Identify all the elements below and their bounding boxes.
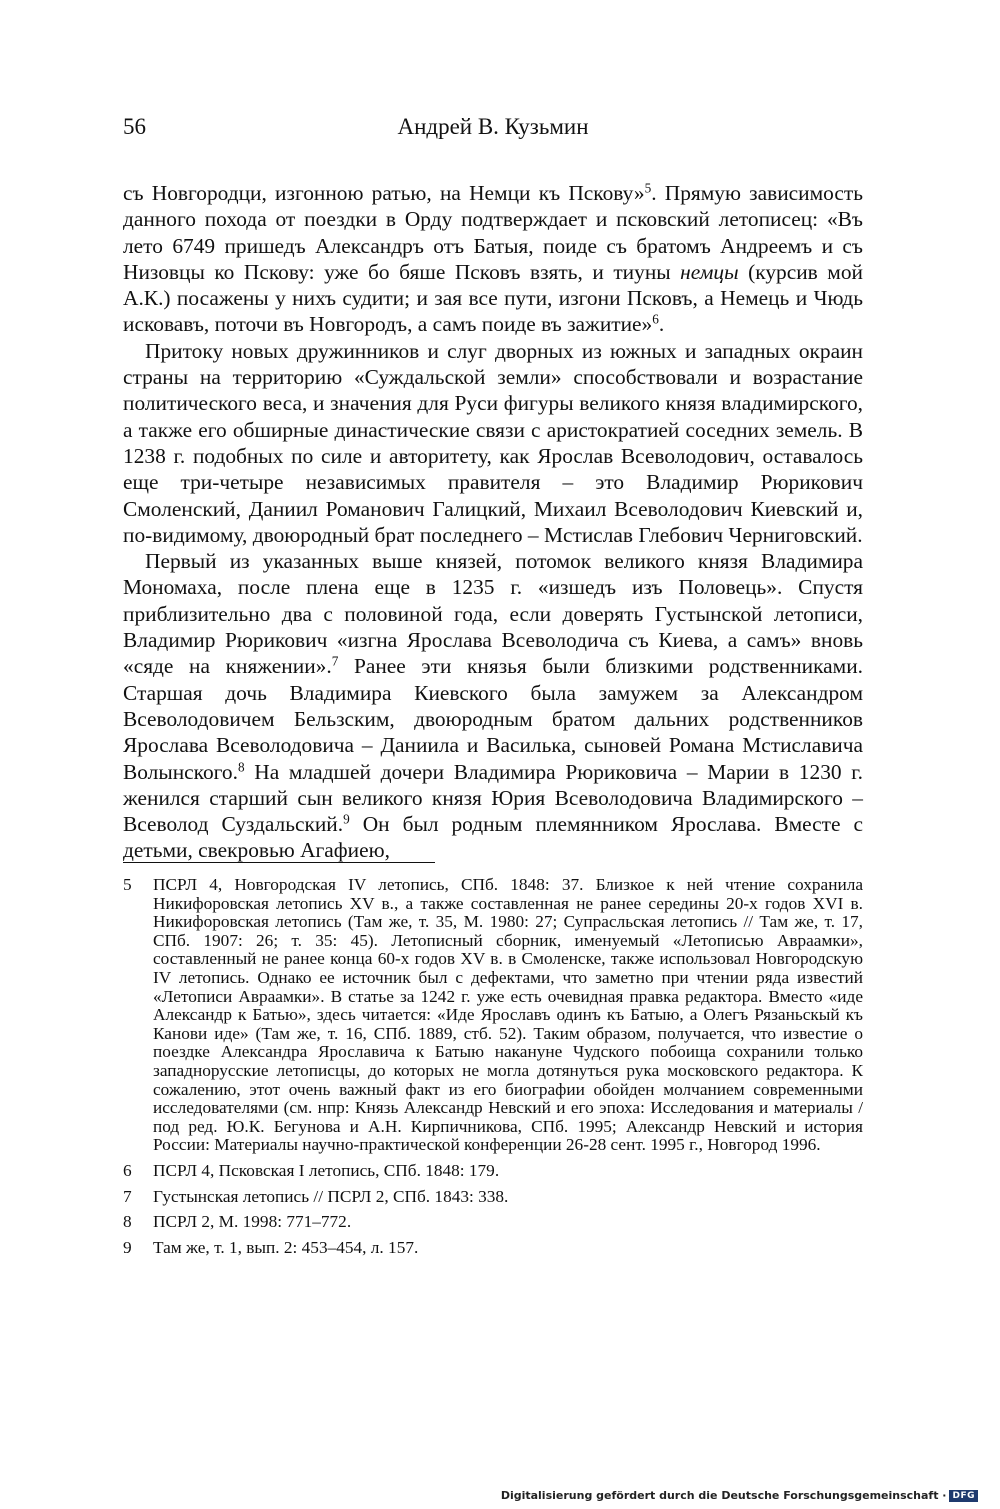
paragraph-1-text-a: съ Новгородци, изгонною ратью, на Немци къ Пскову» <box>123 181 645 205</box>
footnote-ref-6[interactable]: 6 <box>652 312 659 328</box>
paragraph-3-text-c: На младшей дочери Владимира Рюриковича – Марии в 1230 г. женился старший сын великого князя Юрия Всеволодовича Владимирского – Всеволод Суздальский. <box>123 759 863 837</box>
paragraph-3-text-b: Ранее эти князья были близкими родственниками. Старшая дочь Владимира Киевского была замужем за Александром Всеволодовичем Бельзским, двоюродным братом дальних родственников Ярослава Всеволодовича – Даниила и Василька, сыновей Романа Мстиславича Волынского. <box>123 654 863 784</box>
paragraph-2: Притоку новых дружинников и слуг дворных из южных и западных окраин страны на территорию «Суждальской земли» способствовали и возрастание политического веса, и значения для Руси фигуры великого князя владимирского, а также его обширные династические связи с аристократией соседних земель. В 1238 г. подобных по силе и авторитету, как Ярослав Всеволодович, оставалось еще три-четыре независимых правителя – это Владимир Рюрикович Смоленский, Даниил Романович Галицкий, Михаил Всеволодович Киевский и, по-видимому, двоюродный брат последнего – Мстислав Глебович Черниговский. <box>123 338 863 547</box>
page-header <box>123 114 863 144</box>
footnote-number: 8 <box>123 1212 132 1232</box>
footnote-number: 6 <box>123 1160 132 1180</box>
paragraph-1 <box>123 180 863 338</box>
footnote-6 <box>123 1162 863 1181</box>
footnote-text: ПСРЛ 2, М. 1998: 771–772. <box>153 1212 352 1232</box>
paragraph-1-text-b: . Прямую зависимость данного похода от поездки в Орду подтверждает и псковский летописец: «Въ лето 6749 пришедъ Александръ отъ Батыя, поиде съ братомъ Андреемъ и съ Низовцы ко Пскову: уже бо бяше Псковъ взять, и тиуны <box>123 181 863 284</box>
footnote-ref-8[interactable]: 8 <box>237 759 245 775</box>
footnote-9 <box>123 1239 863 1258</box>
dfg-logo-icon: DFG <box>949 1490 978 1502</box>
footnote-number: 9 <box>123 1237 132 1257</box>
running-title: Андрей В. Кузьмин <box>397 114 589 139</box>
page-number: 56 <box>123 114 146 139</box>
footnote-ref-5[interactable]: 5 <box>644 180 652 196</box>
footnote-text: Там же, т. 1, вып. 2: 453–454, л. 157. <box>153 1237 419 1257</box>
footnote-8 <box>123 1213 863 1232</box>
footnote-text: Густынская летопись // ПСРЛ 2, СПб. 1843: 338. <box>153 1186 509 1206</box>
footnote-ref-9[interactable]: 9 <box>343 811 350 827</box>
paragraph-3 <box>123 548 863 864</box>
paragraph-3-text-a: Первый из указанных выше князей, потомок великого князя Владимира Мономаха, после плена еще в 1235 г. «изшедъ изъ Половець». Спустя приблизительно два с половиной года, если доверять Густынской летописи, Владимир Рюрикович «изгна Ярослава Всеволодича съ Киева, а самъ» вновь «сяде на княжении». <box>123 549 863 679</box>
footnote-ref-7[interactable]: 7 <box>331 654 339 670</box>
footnote-number: 5 <box>123 875 132 894</box>
footnote-number: 7 <box>123 1186 132 1206</box>
main-text <box>123 180 863 864</box>
footnote-5 <box>123 876 863 1155</box>
digitization-credit <box>501 1489 978 1502</box>
footnote-text: ПСРЛ 4, Новгородская IV летопись, СПб. 1848: 37. Близкое к ней чтение сохранила Никифоровская летопись XV в., а также составленная не ранее середины 20-х годов XVI в. Никифоровская летопись (Там же, т. 35, М. 1980: 27; Супрасльская летопись // Там же, т. 17, СПб. 1907: 26; т. 35: 45). Летописный сборник, именуемый «Летописью Авраамки», составленный не ранее конца 60-х годов XV в. в Смоленске, также использовал Новгородскую IV летопись. Однако ее источник был с дефектами, что заметно при чтении ряда известий «Летописи Авраамки». В статье за 1242 г. уже есть очевидная правка редактора. Вместо «иде Александр к Батью», здесь читается: «Иде Ярославъ одинъ къ Батыю, а Олегъ Рязаньскый къ Канови иде» (Там же, т. 16, СПб. 1889, стб. 52). Таким образом, получается, что известие о поездке Александра Ярославича к Батыю накануне Чудского побоища сохранили только западнорусские летописцы, до которых не могла дотянуться рука московского редактора. К сожалению, этот очень важный факт из его биографии обойден молчанием современными исследователями (см. нпр: Князь Александр Невский и его эпоха: Исследования и материалы / под ред. Ю.К. Бегунова и А.Н. Кирпичникова, СПб. 1995; Александр Невский и история России: Материалы научно-практической конференции 26-28 сент. 1995 г., Новгород 1996. <box>153 875 863 1155</box>
footnotes <box>123 876 863 1264</box>
footnote-divider <box>123 862 435 863</box>
paragraph-1-italic: немцы <box>680 259 739 284</box>
footnote-text: ПСРЛ 4, Псковская I летопись, СПб. 1848: 179. <box>153 1160 500 1180</box>
paragraph-1-text-c: (курсив мой А.К.) посажены у нихъ судити; и зая все пути, изгони Псковъ, а Немець и Чюдь исковавъ, поточи въ Новгородъ, а самъ поиде въ зажитие» <box>123 259 863 337</box>
digitization-credit-text: Digitalisierung gefördert durch die Deutsche Forschungsgemeinschaft · <box>500 1489 947 1502</box>
paragraph-1-text-d: . <box>658 312 665 337</box>
paragraph-3-text-d: Он был родным племянником Ярослава. Вместе с детьми, свекровью Агафиею, <box>123 812 863 863</box>
footnote-7 <box>123 1188 863 1207</box>
